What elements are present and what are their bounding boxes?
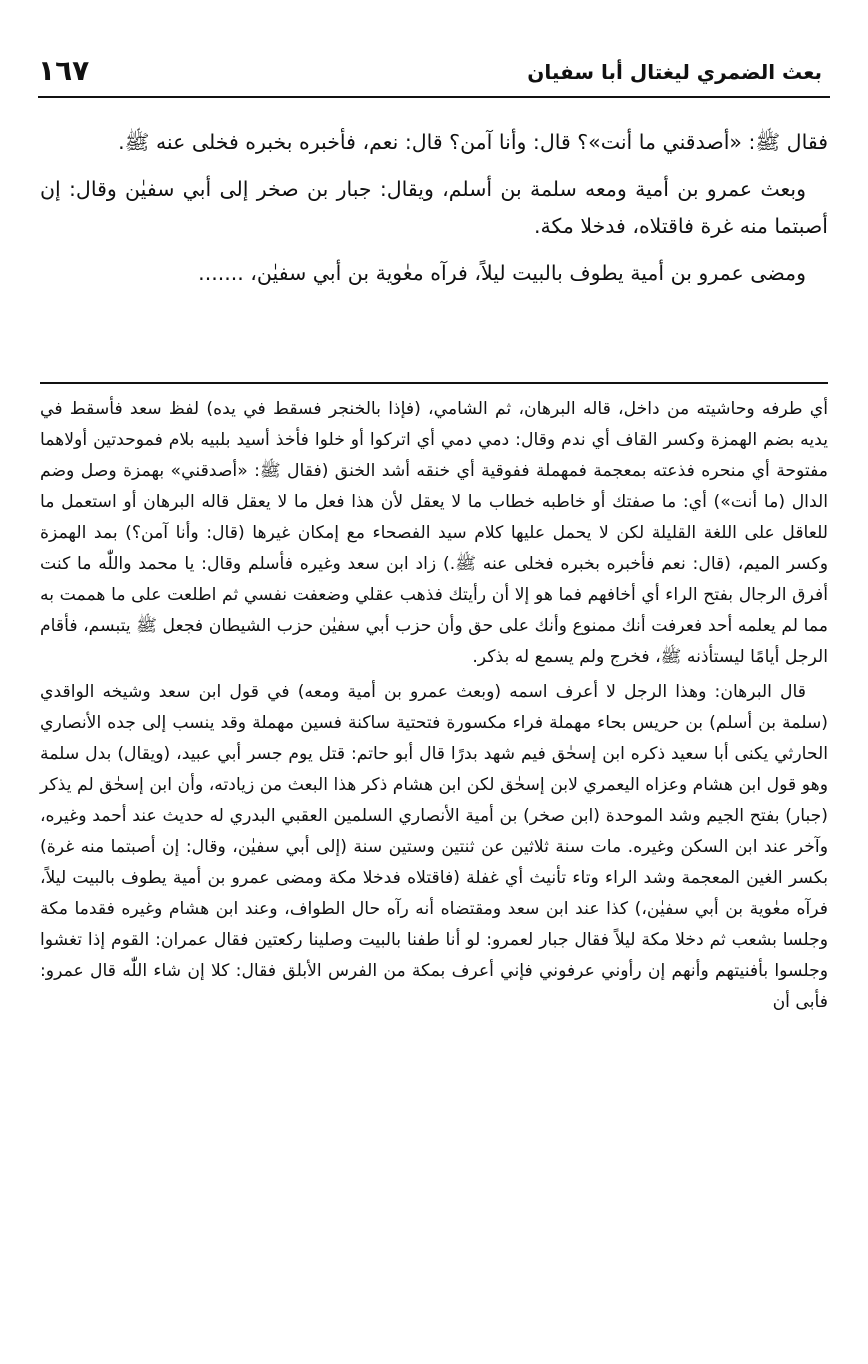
running-title: بعث الضمري ليغتال أبا سفيان [527, 60, 822, 84]
footnote-divider [40, 382, 828, 384]
footnote-paragraph: أي طرفه وحاشيته من داخل، قاله البرهان، ثم الشامي، (فإذا بالخنجر فسقط في يده) لفظ سعد فأسقط في يديه بضم الهمزة وكسر القاف أي ندم وقال: دمي دمي أي اتركوا أو خلوا فأخذ أسيد بلبيه بلام فموحدتين أولاهما مفتوحة أي منحره فذعته بمعجمة فمهملة ففوقية أي خنقه أشد الخنق (فقال ﷺ: «أصدقني» بهمزة وصل وضم الدال (ما أنت») أي: ما صفتك أو خاطبه خطاب ما لا يعقل لأن هذا فعل ما لا يعقل قاله البرهان أو استعمل ما للعاقل على اللغة القليلة لكن لا يحمل عليها كلام سيد الفصحاء مع إمكان غيرها (قال: وأنا آمن؟) بمد الهمزة وكسر الميم، (قال: نعم فأخبره بخبره فخلى عنه ﷺ.) زاد ابن سعد وغيره فأسلم وقال: يا محمد واللّٰه ما كنت أفرق الرجال بفتح الراء أي أخافهم فما هو إلا أن رأيتك فذهب عقلي وضعفت نفسي ثم اطلعت على ما هممت به مما لم يعلمه أحد فعرفت أنك ممنوع وأنك على حق وأن حزب أبي سفيٰن حزب الشيطان فجعل ﷺ يتبسم، فأقام الرجل أيامًا ليستأذنه ﷺ، فخرج ولم يسمع له بذكر. [40, 399, 828, 667]
footnote-paragraph: قال البرهان: وهذا الرجل لا أعرف اسمه (وبعث عمرو بن أمية ومعه) في قول ابن سعد وشيخه الواقدي (سلمة بن أسلم) بن حريس بحاء مهملة فراء مكسورة فتحتية ساكنة فسين مهملة وقد ينسب إلى جده الأنصاري الحارثي يكنى أبا سعيد ذكره ابن إسحٰق فيم شهد بدرًا قال أبو حاتم: قتل يوم جسر أبي عبيد، (ويقال) بدل سلمة وهو قول ابن هشام وعزاه اليعمري لابن إسحٰق لكن ابن هشام ذكر هذا البعث من زيادته، وأن ابن إسحٰق لم يذكر (جبار) بفتح الجيم وشد الموحدة (ابن صخر) بن أمية الأنصاري السلمين العقبي البدري له حديث عند أحمد وغيره، وآخر عند ابن السكن وغيره. مات سنة ثلاثين عن ثنتين وستين سنة (إلى أبي سفيٰن، وقال: إن أصبتما منه غرة) بكسر الغين المعجمة وشد الراء وتاء تأنيث أي غفلة (فاقتلاه فدخلا مكة ومضى عمرو بن أمية يطوف بالبيت ليلاً، فرآه معٰوية بن أبي سفيٰن،) كذا عند ابن سعد ومقتضاه أنه رآه حال الطواف، وعند ابن هشام وغيره فقدما مكة وجلسا بشعب ثم دخلا مكة ليلاً فقال جبار لعمرو: لو أنا طفنا بالبيت وصلينا ركعتين فقال عمران: القوم إذا تغشوا وجلسوا بأفنيتهم وأنهم إن رأوني عرفوني فإني أعرف بمكة من الفرس الأبلق فقال: كلا إن شاء اللّٰه قال عمرو: فأبى أن [40, 682, 828, 1012]
main-paragraph: فقال ﷺ: «أصدقني ما أنت»؟ قال: وأنا آمن؟ قال: نعم، فأخبره بخبره فخلى عنه ﷺ. [118, 130, 828, 154]
main-text [40, 124, 828, 302]
main-paragraph: وبعث عمرو بن أمية ومعه سلمة بن أسلم، ويقال: جبار بن صخر إلى أبي سفيٰن وقال: إن أصبتما منه غرة فاقتلاه، فدخلا مكة. [40, 177, 828, 238]
footnotes [40, 394, 828, 1018]
page-number: ١٦٧ [38, 54, 90, 87]
main-paragraph: ومضى عمرو بن أمية يطوف بالبيت ليلاً، فرآه معٰوية بن أبي سفيٰن، ....... [198, 261, 806, 285]
page-header [38, 52, 830, 98]
